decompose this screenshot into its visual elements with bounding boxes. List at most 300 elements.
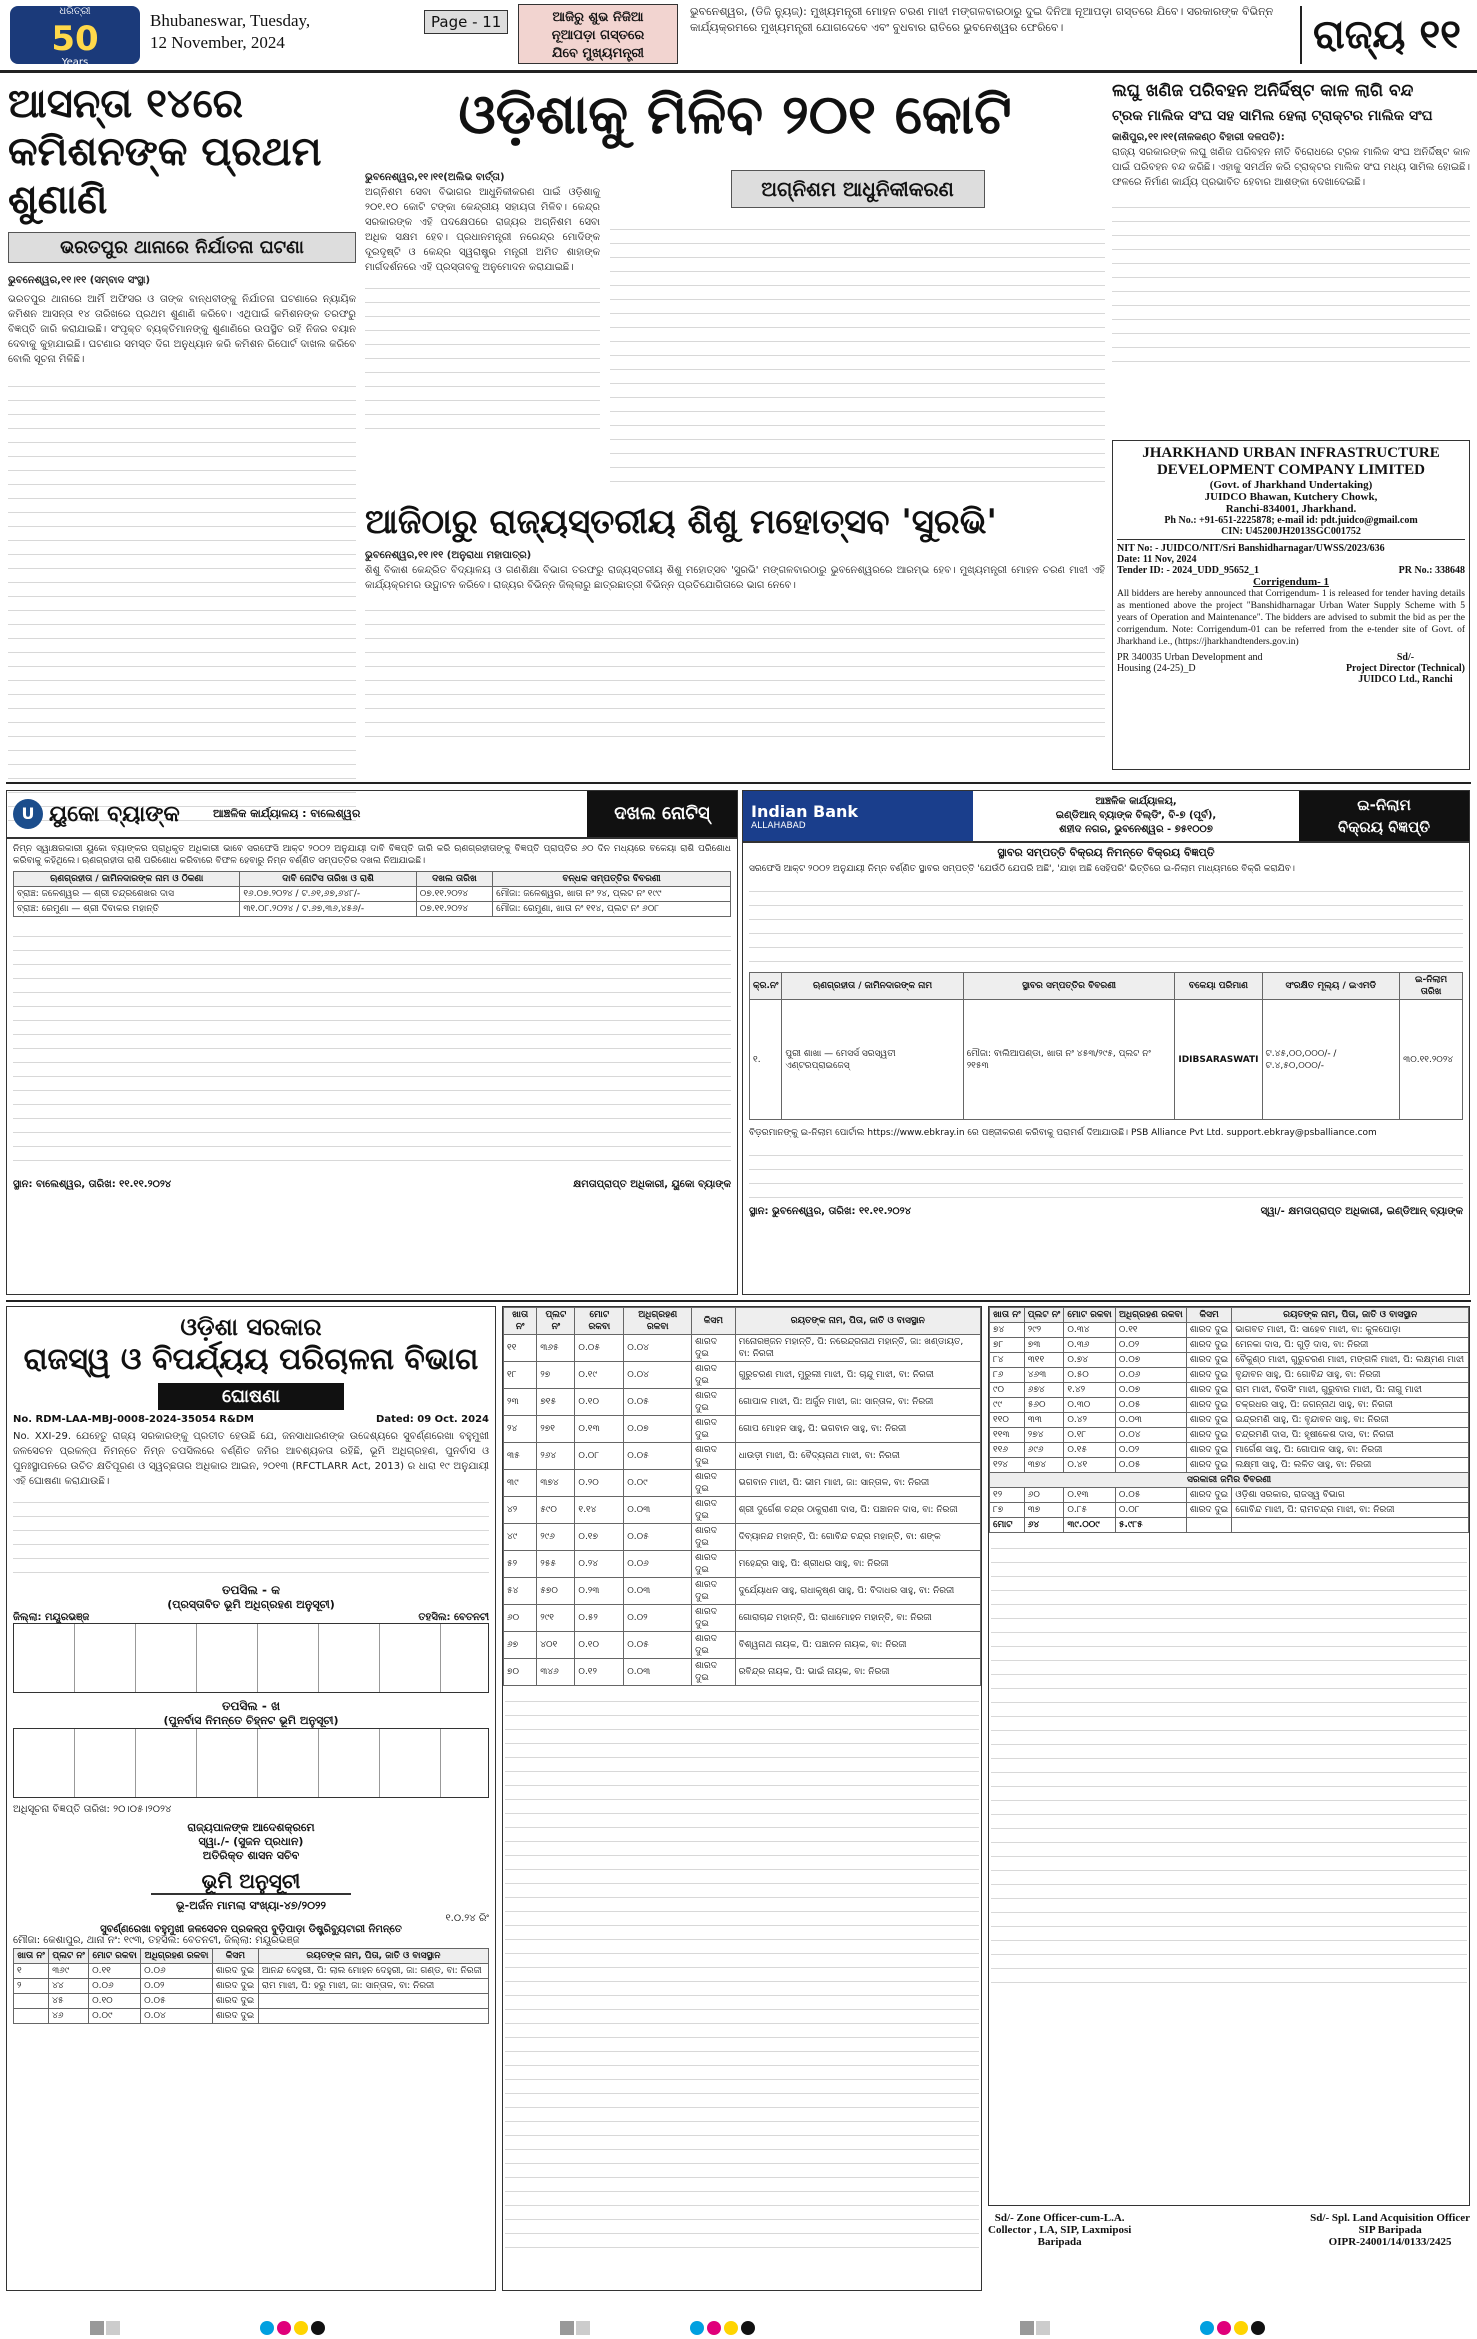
total-area: ୩୯.୦୦୯	[1064, 1518, 1116, 1533]
cell: ୦.୦୩	[624, 1578, 692, 1605]
column-header: ଋଣଗ୍ରହୀତା / ଜାମିନଦାରଙ୍କ ନାମ ଓ ଠିକଣା	[14, 872, 240, 887]
schedule-a-subtitle: (ପ୍ରସ୍ତାବିତ ଭୂମି ଅଧିଗ୍ରହଣ ଅନୁସୂଚୀ)	[167, 1598, 335, 1611]
cell: ୦୭.୧୧.୨୦୨୪	[416, 887, 492, 902]
headline: କମିଶନଙ୍କ ପ୍ରଥମ ଶୁଣାଣି	[8, 129, 322, 223]
cell: ଶାରଦ ଦୁଇ	[1186, 1503, 1231, 1518]
bank-sub: ALLAHABAD	[751, 820, 806, 831]
ad-jharkhand	[1112, 440, 1470, 770]
cell: ୦୭.୧୧.୨୦୨୪	[416, 902, 492, 917]
cell: ୬୭୪	[1024, 1383, 1064, 1398]
story-body: ଭରତପୁର ଥାନାରେ ଆର୍ମି ଅଫିସର ଓ ତାଙ୍କ ବାନ୍ଧବୀଙ୍କୁ ନିର୍ଯାତନା ଘଟଣାରେ ନ୍ୟାୟିକ କମିଶନ ଆସନ୍ତା ୧୪ ତାରିଖରେ ପ୍ରଥମ ଶୁଣାଣି କରିବେ। ଏଥିପାଇଁ କମିଶନଙ୍କ ତରଫରୁ ବିଜ୍ଞପ୍ତି ଜାରି କରାଯାଇଛି। ସଂପୃକ୍ତ ବ୍ୟକ୍ତିମାନଙ୍କୁ ଶୁଣାଣିରେ ଉପସ୍ଥିତ ରହି ନିଜର ବୟାନ ଦେବାକୁ କୁହାଯାଇଛି। ଘଟଣାର ସମସ୍ତ ଦିଗ ଅନୁଧ୍ୟାନ କରି କମିଶନ ରିପୋର୍ଟ ଦାଖଲ କରିବେ ବୋଲି ସୂଚନା ମିଳିଛି।	[8, 294, 356, 365]
cell: ୦.୦୭	[624, 1416, 692, 1443]
cell: ଶାରଦ ଦୁଇ	[692, 1362, 735, 1389]
table-row	[990, 1398, 1469, 1413]
cell: ୦.୦୯	[89, 2009, 141, 2024]
table-row	[990, 1458, 1469, 1473]
gov-name: ଓଡ଼ିଶା ସରକାର	[180, 1313, 322, 1341]
inset-heading: ଅଗ୍ନିଶମ ଆଧୁନିକୀକରଣ	[731, 170, 985, 208]
land-table	[989, 1307, 1469, 1533]
cell: ୮୪	[990, 1353, 1025, 1368]
subhead: ଟ୍ରକ ମାଲିକ ସଂଘ ସହ ସାମିଲ ହେଲା ଟ୍ରାକ୍ଟର ମାଲିକ ସଂଘ	[1112, 108, 1433, 124]
org-name: DEVELOPMENT COMPANY LIMITED	[1156, 462, 1426, 478]
auction-table	[749, 972, 1463, 1120]
cell: ୩୩	[1024, 1413, 1064, 1428]
registration-bar-icon	[1020, 2320, 1052, 2339]
table-row	[14, 2009, 489, 2024]
cell: ଶାରଦ ଦୁଇ	[692, 1335, 735, 1362]
notice-fine-print	[749, 878, 1463, 968]
table-row	[14, 1994, 489, 2009]
dateline: ଭୁବନେଶ୍ୱର,୧୧।୧୧ (ଅନୁରାଧା ମହାପାତ୍ର)	[365, 550, 532, 561]
cell: ୪୦୧	[537, 1632, 575, 1659]
cell: ଶାରଦ ଦୁଇ	[1186, 1443, 1231, 1458]
cell: ୯୯	[990, 1398, 1025, 1413]
table-row	[504, 1605, 981, 1632]
cell: ଗୋପ ମୋହନ ସାହୁ, ପି: ଭଗବାନ ସାହୁ, ବା: ନିରଜୀ	[735, 1416, 980, 1443]
cell: ଶାରଦ ଦୁଇ	[692, 1389, 735, 1416]
cell: ୦.୦୯	[624, 1470, 692, 1497]
cell: ୫୯୦	[537, 1497, 575, 1524]
headline: ଆସନ୍ତା ୧୪ରେ	[8, 81, 243, 127]
column-header: ବନ୍ଧକ ସମ୍ପତ୍ତିର ବିବରଣୀ	[493, 872, 731, 887]
story-odisha-crore	[365, 80, 1105, 780]
signature-line: Collector , LA, SIP, Laxmiposi	[988, 2224, 1132, 2236]
notice-title: ଦଖଲ ନୋଟିସ୍	[587, 791, 737, 837]
cell: ୩୦.୧୧.୨୦୨୪	[1400, 1000, 1463, 1120]
land-table-left	[13, 1948, 489, 2024]
cell: ୦.୨୩	[575, 1578, 624, 1605]
cell: ରାମ ମାଝୀ, ବିରସିଂ ମାଝୀ, ଗୁରୁବାର ମାଝୀ, ପି: ନାଗୁ ମାଝୀ	[1232, 1383, 1469, 1398]
schedule-b-table	[13, 1728, 489, 1798]
column-header: ଅଧିଗ୍ରହଣ ରକବା	[141, 1949, 213, 1964]
place-date: ସ୍ଥାନ: ଭୁବନେଶ୍ୱର, ତାରିଖ: ୧୧.୧୧.୨୦୨୪	[749, 1206, 911, 1217]
cell: ୩୪୬	[537, 1659, 575, 1686]
cell: ଶାରଦ ଦୁଇ	[212, 1979, 258, 1994]
cell: ଶାରଦ ଦୁଇ	[212, 1994, 258, 2009]
signature-block	[988, 2212, 1470, 2290]
cell: ଗୋବିନ୍ଦ ମାଝୀ, ପି: ରାମଚନ୍ଦ୍ର ମାଝୀ, ବା: ନିରଜୀ	[1232, 1503, 1469, 1518]
table-header-row	[14, 1949, 489, 1964]
notice-line: ବିକ୍ରୟ ବିଜ୍ଞପ୍ତି	[1337, 818, 1431, 836]
column-header: ବକେୟା ପରିମାଣ	[1175, 973, 1262, 1000]
cell: ୦.୦୭	[1115, 1353, 1186, 1368]
logo-years-label: Years	[61, 57, 89, 68]
dept-name: ରାଜସ୍ୱ ଓ ବିପର୍ଯ୍ୟୟ ପରିଚାଳନା ବିଭାଗ	[23, 1342, 479, 1377]
table-row	[504, 1416, 981, 1443]
cell: ୧୧୩	[990, 1428, 1025, 1443]
land-schedule-title: ଭୂମି ଅନୁସୂଚୀ	[151, 1869, 351, 1895]
column-header: ସ୍ଥାବର ସମ୍ପତ୍ତିର ବିବରଣୀ	[963, 973, 1175, 1000]
cell: ଶାରଦ ଦୁଇ	[692, 1497, 735, 1524]
cell: ୦.୦୫	[1115, 1458, 1186, 1473]
body-columns	[1112, 194, 1470, 364]
publish-date: ଅଧିସୂଚନା ବିଜ୍ଞପ୍ତି ତାରିଖ: ୨୦।୦୫।୨୦୨୪	[13, 1804, 172, 1815]
logo-years: 50	[51, 19, 99, 59]
signature: କ୍ଷମତାପ୍ରାପ୍ତ ଅଧିକାରୀ, ୟୁକୋ ବ୍ୟାଙ୍କ	[573, 1179, 731, 1190]
cell: ୨୯୨	[1024, 1323, 1064, 1338]
table-row	[504, 1335, 981, 1362]
cell: ୦.୦୬	[624, 1551, 692, 1578]
cell: ୦.୦୨	[1115, 1338, 1186, 1353]
cell: ଟ.୪୫,୦୦,୦୦୦/- / ଟ.୪,୫୦,୦୦୦/-	[1262, 1000, 1400, 1120]
uco-logo-icon: U	[13, 799, 43, 829]
cell: ୩୭୪	[537, 1470, 575, 1497]
table-row	[990, 1428, 1469, 1443]
address-line: ଇଣ୍ଡିଆନ୍ ବ୍ୟାଙ୍କ ବିଲ୍ଡିଂ, ବି-୭ (ପୂର୍ବ),	[1055, 810, 1217, 821]
reference-number: No. RDM-LAA-MBJ-0008-2024-35054 R&DM	[13, 1414, 254, 1425]
table-row	[14, 1979, 489, 1994]
signature-org: JUIDCO Ltd., Ranchi	[1358, 674, 1453, 685]
total-label: ମୋଟ	[990, 1518, 1025, 1533]
possession-table	[13, 871, 731, 917]
cell: ୦.୮୫	[1064, 1503, 1116, 1518]
dateline: ଭୁବନେଶ୍ୱର,୧୧।୧୧ (ସମ୍ବାଦ ସଂସ୍ଥା)	[8, 275, 151, 286]
cell: ୭୪	[990, 1323, 1025, 1338]
cell: ୬୦	[504, 1605, 537, 1632]
table-row	[990, 1323, 1469, 1338]
cell: ବ୍ରାଞ୍ଚ: ଜଳେଶ୍ୱର — ଶ୍ରୀ ଚନ୍ଦ୍ରଶେଖର ଦାସ	[14, 887, 240, 902]
cell: ପୁରୀ ଶାଖା — ମେସର୍ସ ସରସ୍ୱତୀ ଏଣ୍ଟରପ୍ରାଇଜେସ୍	[782, 1000, 963, 1120]
registration-bar-icon	[560, 2320, 592, 2339]
cell: ଶାରଦ ଦୁଇ	[1186, 1413, 1231, 1428]
cell: ମହେନ୍ଦ୍ର ସାହୁ, ପି: ଶ୍ରୀଧର ସାହୁ, ବା: ନିରଜୀ	[735, 1551, 980, 1578]
cell: ୦.୦୨	[624, 1605, 692, 1632]
cell: ୦.୦୨	[141, 1979, 213, 1994]
top-ticker: ଭୁବନେଶ୍ୱର, (ଡିଜି ନ୍ୟୁଜ୍): ମୁଖ୍ୟମନ୍ତ୍ରୀ ମୋହନ ଚରଣ ମାଝୀ ମଙ୍ଗଳବାରଠାରୁ ଦୁଇ ଦିନିଆ ନୂଆପଡ଼ା ଗସ୍ତରେ ଯିବେ। ସରକାରଙ୍କ ବିଭିନ୍ନ କାର୍ଯ୍ୟକ୍ରମରେ ମୁଖ୍ୟମନ୍ତ୍ରୀ ଯୋଗଦେବେ ଏବଂ ବୁଧବାର ରାତିରେ ଭୁବନେଶ୍ୱର ଫେରିବେ।	[690, 5, 1274, 34]
column-header: ଦଖଲ ତାରିଖ	[416, 872, 492, 887]
cell: ୦.୦୫	[624, 1524, 692, 1551]
body-columns	[365, 275, 600, 435]
cell: ୪୬	[49, 2009, 89, 2024]
notice-body: ନିମ୍ନ ସ୍ୱାକ୍ଷରକାରୀ ୟୁକୋ ବ୍ୟାଙ୍କର ପ୍ରାଧିକୃତ ଅଧିକାରୀ ଭାବେ ସରଫେସି ଆକ୍ଟ ୨୦୦୨ ଅନୁଯାୟୀ ଦାବି ବିଜ୍ଞପ୍ତି ଜାରି କରି ଋଣଗ୍ରହୀତାଙ୍କୁ ବିଜ୍ଞପ୍ତି ପ୍ରାପ୍ତିର ୬୦ ଦିନ ମଧ୍ୟରେ ବକେୟା ରାଶି ପରିଶୋଧ କରିବାକୁ କହିଥିଲେ। ଋଣଗ୍ରହୀତା ରାଶି ପରିଶୋଧ କରିବାରେ ବିଫଳ ହେବାରୁ ନିମ୍ନ ବର୍ଣ୍ଣିତ ସମ୍ପତ୍ତିର ଦଖଲ ନିଆଯାଇଛି।	[13, 844, 731, 866]
table-row	[14, 902, 731, 917]
cell: ୦.୧୮	[1064, 1428, 1116, 1443]
ad-indian-bank	[742, 790, 1470, 1295]
org-line: JUIDCO Bhawan, Kutchery Chowk,	[1204, 491, 1378, 503]
cell: ୦.୫୨	[575, 1605, 624, 1632]
table-header-row	[504, 1308, 981, 1335]
total-row	[990, 1518, 1469, 1533]
cell: ୪୬୩	[1024, 1368, 1064, 1383]
cell: ୦.୦୬	[141, 1964, 213, 1979]
dateline: ଭୁବନେଶ୍ୱର,୧୧।୧୧(ଅଲିଭ ବାର୍ତ୍ତା)	[365, 172, 505, 183]
gov-notice	[6, 1306, 496, 2291]
cell: ୨୫୫	[537, 1551, 575, 1578]
table-row	[990, 1413, 1469, 1428]
cell: ମୌଜା: ଜଳେଶ୍ୱର, ଖାତା ନଂ ୨୪, ପ୍ଲଟ ନଂ ୧୯୯	[493, 887, 731, 902]
pr-number: PR No.: 338648	[1398, 565, 1465, 576]
cell: ୦.୧୦	[89, 1994, 141, 2009]
column-header: ଖାତା ନଂ	[990, 1308, 1025, 1323]
table-row	[504, 1524, 981, 1551]
cell: ୫୨	[504, 1551, 537, 1578]
cell: ୧.୪୨	[1064, 1383, 1116, 1398]
story-body: ଶିଶୁ ବିକାଶ କେନ୍ଦ୍ରିତ ବିଦ୍ୟାଳୟ ଓ ଗଣଶିକ୍ଷା ବିଭାଗ ତରଫରୁ ରାଜ୍ୟସ୍ତରୀୟ ଶିଶୁ ମହୋତ୍ସବ 'ସୁରଭି' ମଙ୍ଗଳବାରଠାରୁ ଭୁବନେଶ୍ୱରରେ ଆରମ୍ଭ ହେବ। ମୁଖ୍ୟମନ୍ତ୍ରୀ ମୋହନ ଚରଣ ମାଝୀ ଏହି କାର୍ଯ୍ୟକ୍ରମର ଉଦ୍ଘାଟନ କରିବେ। ରାଜ୍ୟର ବିଭିନ୍ନ ଜିଲ୍ଲାରୁ ଛାତ୍ରଛାତ୍ରୀ ବିଭିନ୍ନ ପ୍ରତିଯୋଗିତାରେ ଭାଗ ନେବେ।	[365, 565, 1105, 591]
total-plots: ୬୪	[1024, 1518, 1064, 1533]
cell: ୫୪	[504, 1578, 537, 1605]
cell: ଭାଗବତ ମାଝୀ, ପି: ସାହେବ ମାଝୀ, ବା: କୁଳପୋଡ଼ା	[1232, 1323, 1469, 1338]
cell: ଧାଉଡ଼ୀ ମାଝୀ, ପି: ବୈଦ୍ୟନାଥ ମାଝୀ, ବା: ନିରଜୀ	[735, 1443, 980, 1470]
column-header: କିସମ	[212, 1949, 258, 1964]
cell: ୦.୧୨	[575, 1659, 624, 1686]
cell: ୦.୩୪	[1064, 1323, 1116, 1338]
cell: ୦.୧୫	[1064, 1443, 1116, 1458]
cell: ୨୬୪	[537, 1443, 575, 1470]
cell: ୪୫	[49, 1994, 89, 2009]
cell: ୦.୦୫	[141, 1994, 213, 2009]
column-header: ମୋଟ ରକବା	[89, 1949, 141, 1964]
cell: ରାମ ମାଝୀ, ପି: ହରୁ ମାଝୀ, ଜା: ସାନ୍ତାଳ, ବା: ନିରଜୀ	[258, 1979, 488, 1994]
story-body: ରାଜ୍ୟ ସରକାରଙ୍କ ଲଘୁ ଖଣିଜ ପରିବହନ ନୀତି ବିରୋଧରେ ଟ୍ରକ ମାଲିକ ସଂଘ ଅନିର୍ଦ୍ଦିଷ୍ଟ କାଳ ପାଇଁ ପରିବହନ ବନ୍ଦ କରିଛି। ଏହାକୁ ସମର୍ଥନ କରି ଟ୍ରାକ୍ଟର ମାଲିକ ସଂଘ ମଧ୍ୟ ସାମିଲ ହୋଇଛି। ଫଳରେ ନିର୍ମାଣ କାର୍ଯ୍ୟ ପ୍ରଭାବିତ ହେବାର ଆଶଙ୍କା ଦେଖାଦେଇଛି।	[1112, 147, 1470, 188]
corrigendum-body: All bidders are hereby announced that Corrigendum- 1 is released for tender having details as mentioned above the project "Banshidharnagar Urban Water Supply Scheme with 5 years of Operation and Maintenance". The bidders are advised to submit the bid as per the corrigendum. Note: Corrigendum-01 can be referred from the e-tender site of Govt. of Jharkhand i.e., (https://jharkhandtenders.gov.in)	[1117, 589, 1465, 647]
bank-name: Indian Bank	[751, 801, 859, 821]
cell: ୦.୧୦	[575, 1632, 624, 1659]
story-body: ଅଗ୍ନିଶମ ସେବା ବିଭାଗର ଆଧୁନିକୀକରଣ ପାଇଁ ଓଡ଼ିଶାକୁ ୨୦୧.୧୦ କୋଟି ଟଙ୍କା କେନ୍ଦ୍ରୀୟ ସହାୟତା ମିଳିବ। କେନ୍ଦ୍ର ସରକାରଙ୍କ ଏହି ପଦକ୍ଷେପରେ ରାଜ୍ୟର ଅଗ୍ନିଶମ ସେବା ଅଧିକ ସକ୍ଷମ ହେବ। ପ୍ରଧାନମନ୍ତ୍ରୀ ନରେନ୍ଦ୍ର ମୋଦିଙ୍କ ଦୂରଦୃଷ୍ଟି ଓ କେନ୍ଦ୍ର ସ୍ୱରାଷ୍ଟ୍ର ମନ୍ତ୍ରୀ ଅମିତ ଶାହାଙ୍କ ମାର୍ଗଦର୍ଶନରେ ଏହି ପ୍ରସ୍ତାବକୁ ଅନୁମୋଦନ କରାଯାଇଛି।	[365, 187, 600, 273]
notice-fine-print	[13, 923, 731, 1173]
cell	[14, 1994, 49, 2009]
notice-body: No. XXI-29. ଯେହେତୁ ରାଜ୍ୟ ସରକାରଙ୍କୁ ପ୍ରତୀତ ହେଉଛି ଯେ, ଜନସାଧାରଣଙ୍କ ଉଦ୍ଦେଶ୍ୟରେ ସୁବର୍ଣ୍ଣରେଖା ବହୁମୁଖୀ ଜଳସେଚନ ପ୍ରକଳ୍ପ ନିମନ୍ତେ ନିମ୍ନ ତପସିଲରେ ବର୍ଣ୍ଣିତ ଜମିର ଆବଶ୍ୟକତା ରହିଛି, ଭୂମି ଅଧିଗ୍ରହଣ, ପୁନର୍ବାସ ଓ ପୁନଃସ୍ଥାପନରେ ଉଚିତ କ୍ଷତିପୂରଣ ଓ ସ୍ୱଚ୍ଛତାର ଅଧିକାର ଆଇନ, ୨୦୧୩ (RFCTLARR Act, 2013) ର ଧାରା ୧୯ ଅନୁଯାୟୀ ଏହି ଘୋଷଣା କରାଯାଉଛି।	[13, 1431, 489, 1487]
cell: ୧୧୦	[990, 1413, 1025, 1428]
cell: ଶାରଦ ଦୁଇ	[212, 1964, 258, 1979]
cell: ୦.୦୨	[1115, 1443, 1186, 1458]
place-date: ସ୍ଥାନ: ବାଲେଶ୍ୱର, ତାରିଖ: ୧୧.୧୧.୨୦୨୪	[13, 1179, 172, 1190]
cell: ୩୬୫	[537, 1335, 575, 1362]
cell: ଶାରଦ ଦୁଇ	[1186, 1398, 1231, 1413]
table-row	[750, 1000, 1463, 1120]
table-row	[504, 1362, 981, 1389]
cell: ଶାରଦ ଦୁଇ	[1186, 1338, 1231, 1353]
table-row	[504, 1551, 981, 1578]
story-commission	[8, 80, 356, 780]
cell: ୦.୧୩	[1064, 1488, 1116, 1503]
table-row	[990, 1353, 1469, 1368]
signature-line: Baripada	[1037, 2236, 1082, 2248]
org-line: (Govt. of Jharkhand Undertaking)	[1209, 479, 1373, 491]
office-address: ଆଞ୍ଚଳିକ କାର୍ଯ୍ୟାଳୟ : ବାଲେଶ୍ୱର	[213, 807, 361, 820]
case-date: ୧.୦.୨୪ ରିଂ	[445, 1913, 489, 1924]
cell: ଶାରଦ ଦୁଇ	[692, 1578, 735, 1605]
column-header: ରୟତଙ୍କ ନାମ, ପିତା, ଜାତି ଓ ବାସସ୍ଥାନ	[258, 1949, 488, 1964]
indian-bank-logo	[743, 791, 973, 841]
cell: ୨୭୧	[537, 1416, 575, 1443]
cell: ୧୨	[990, 1488, 1025, 1503]
cell: ଦିବ୍ୟାନନ୍ଦ ମହାନ୍ତି, ପି: ଗୋବିନ୍ଦ ଚନ୍ଦ୍ର ମହାନ୍ତି, ବା: ଶଙ୍କ	[735, 1524, 980, 1551]
story-surabhi	[365, 500, 1105, 737]
cell: ୬୦	[1024, 1488, 1064, 1503]
cell: ୮୬	[990, 1368, 1025, 1383]
land-table-mid	[502, 1306, 982, 2291]
cell: ୧	[14, 1964, 49, 1979]
logo-word: ଧରିତ୍ରୀ	[59, 6, 91, 17]
table-row	[504, 1659, 981, 1686]
cell: ବୈକୁଣ୍ଠ ମାଝୀ, ଗୁରୁଚରଣ ମାଝୀ, ମଙ୍ଗଳି ମାଝୀ, ପି: ଲକ୍ଷ୍ମଣ ମାଝୀ	[1232, 1353, 1469, 1368]
cell	[258, 1994, 488, 2009]
cell: ୦.୧୦	[575, 1389, 624, 1416]
cell: ୪୨	[504, 1497, 537, 1524]
schedule-a-title: ତପସିଲ - କ	[221, 1583, 280, 1597]
cell: ମୌଜା: ରେମୁଣା, ଖାତା ନଂ ୧୧୪, ପ୍ଲଟ ନଂ ୬୦୮	[493, 902, 731, 917]
cell: ୨୪	[504, 1416, 537, 1443]
announcement-label: ଘୋଷଣା	[158, 1383, 344, 1410]
column-header: ପ୍ଲଟ ନଂ	[49, 1949, 89, 1964]
cell: ୭୩	[1024, 1338, 1064, 1353]
cell: ୨୯୧	[537, 1605, 575, 1632]
cell: ୦.୧୩	[575, 1416, 624, 1443]
cell: ୦.୧୧	[1115, 1323, 1186, 1338]
cell: ଶାରଦ ଦୁଇ	[692, 1470, 735, 1497]
column-header: ଇ-ନିଲାମ ତାରିଖ	[1400, 973, 1463, 1000]
column-header: ଅଧିଗ୍ରହଣ ରକବା	[1115, 1308, 1186, 1323]
cell: ୭୧୫	[537, 1389, 575, 1416]
promo-line: ନୂଆପଡ଼ା ଗସ୍ତରେ	[551, 28, 645, 43]
cell: ୨୭	[537, 1362, 575, 1389]
promo-line: ଯିବେ ମୁଖ୍ୟମନ୍ତ୍ରୀ	[552, 46, 644, 61]
column-header: ରୟତଙ୍କ ନାମ, ପିତା, ଜାତି ଓ ବାସସ୍ଥାନ	[735, 1308, 980, 1335]
cell: ୦.୦୮	[1115, 1503, 1186, 1518]
divider	[6, 1300, 1471, 1302]
cell: ୨୭୪	[1024, 1428, 1064, 1443]
cell: ଗୋରାଚାନ୍ଦ ମହାନ୍ତି, ପି: ରାଧାମୋହନ ମହାନ୍ତି, ବା: ନିରଜୀ	[735, 1605, 980, 1632]
cell: ଶାରଦ ଦୁଇ	[692, 1551, 735, 1578]
cell: ଶାରଦ ଦୁଇ	[1186, 1323, 1231, 1338]
cell: ୪୯	[504, 1524, 537, 1551]
tahasil: ତହସିଲ: ବେତନଟୀ	[418, 1612, 489, 1623]
cell: ୦.୦୪	[141, 2009, 213, 2024]
table-row	[990, 1443, 1469, 1458]
notice-subtitle: ସ୍ଥାବର ସମ୍ପତ୍ତି ବିକ୍ରୟ ନିମନ୍ତେ ବିକ୍ରୟ ବିଜ୍ଞପ୍ତି	[997, 846, 1215, 859]
cell: ଭଗବାନ ମାଝୀ, ପି: ଭୀମ ମାଝୀ, ଜା: ସାନ୍ତାଳ, ବା: ନିରଜୀ	[735, 1470, 980, 1497]
headline: ଓଡ଼ିଶାକୁ ମିଳିବ ୨୦୧ କୋଟି	[458, 83, 1012, 146]
table-row	[990, 1383, 1469, 1398]
cell: ୨୯୬	[537, 1524, 575, 1551]
org-line: Ph No.: +91-651-2225878; e-mail id: pdt.juidco@gmail.com	[1164, 515, 1418, 526]
cell: ୦.୨୦	[575, 1470, 624, 1497]
cell: ୭୮	[990, 1338, 1025, 1353]
cell: ୦.୦୫	[624, 1443, 692, 1470]
reference-date: Dated: 09 Oct. 2024	[376, 1414, 489, 1425]
cell: IDIBSARASWATI	[1175, 1000, 1262, 1120]
notice-title	[1299, 791, 1469, 841]
cell: ୦.୦୩	[624, 1497, 692, 1524]
schedule-b-subtitle: (ପୁନର୍ବାସ ନିମନ୍ତେ ଚିହ୍ନଟ ଭୂମି ଅନୁସୂଚୀ)	[163, 1714, 339, 1727]
story-transport	[1112, 80, 1470, 430]
cell: ୦.୩୬	[1064, 1338, 1116, 1353]
cell: ୧.୧୪	[575, 1497, 624, 1524]
case-number: ଭୂ-ଅର୍ଜନ ମାମଲା ସଂଖ୍ୟା-୪୭/୨୦୨୨	[175, 1899, 327, 1912]
cell: ୦.୦୫	[1115, 1488, 1186, 1503]
cell: ୨୩	[504, 1389, 537, 1416]
cell: ୬୯୬	[1024, 1443, 1064, 1458]
cell: ୩୭	[1024, 1503, 1064, 1518]
column-header: ଖାତା ନଂ	[14, 1949, 49, 1964]
table-header-row	[750, 973, 1463, 1000]
cell: ୩୯	[504, 1470, 537, 1497]
cell: ୦.୦୫	[575, 1335, 624, 1362]
cell: ୩୧.୦୮.୨୦୨୪ / ଟ.୬୭,୩୬,୪୫୬/-	[240, 902, 416, 917]
cell: ଚନ୍ଦ୍ରମଣି ଦାସ, ପି: ହୃଷୀକେଶ ଦାସ, ବା: ନିରଜୀ	[1232, 1428, 1469, 1443]
cell: ଶାରଦ ଦୁଇ	[1186, 1383, 1231, 1398]
table-row	[504, 1389, 981, 1416]
cell: ଶାରଦ ଦୁଇ	[692, 1416, 735, 1443]
table-row	[990, 1338, 1469, 1353]
cell: ୦.୧୯	[575, 1362, 624, 1389]
cell: ଶାରଦ ଦୁଇ	[692, 1443, 735, 1470]
cell: ୧୧	[504, 1335, 537, 1362]
newspaper-logo	[10, 6, 140, 68]
cell: ୦.୦୪	[624, 1335, 692, 1362]
cell: ଗୁରୁଚରଣ ମାଝୀ, ମୁରୁଲୀ ମାଝୀ, ପି: ଚାନ୍ଦୁ ମାଝୀ, ବା: ନିରଜୀ	[735, 1362, 980, 1389]
land-table	[503, 1307, 981, 1686]
dateline-date: 12 November, 2024	[150, 33, 285, 52]
cell: ୦.୪୧	[1064, 1458, 1116, 1473]
cell: ୧୧୬	[990, 1443, 1025, 1458]
signature-line: Sd/- Spl. Land Acquisition Officer	[1310, 2212, 1470, 2224]
ad-uco-bank	[6, 790, 738, 1295]
cell: ୦.୦୬	[89, 1979, 141, 1994]
governor-order: ରାଜ୍ୟପାଳଙ୍କ ଆଦେଶକ୍ରମେ	[187, 1821, 315, 1834]
cell: ୧୮	[504, 1362, 537, 1389]
cell: ୧.	[750, 1000, 782, 1120]
column-header: କ୍ର.ନଂ	[750, 973, 782, 1000]
cell: ଶାରଦ ଦୁଇ	[212, 2009, 258, 2024]
column-header: କିସମ	[692, 1308, 735, 1335]
print-registration-marks	[0, 2318, 1477, 2339]
column-header: ରୟତଙ୍କ ନାମ, ପିତା, ଜାତି ଓ ବାସସ୍ଥାନ	[1232, 1308, 1469, 1323]
land-table-right	[988, 1306, 1470, 2206]
cell: ମୌଜା: ବାଲିଆପଣ୍ଡା, ଖାତା ନଂ ୪୫୩/୨୯୫, ପ୍ଲଟ ନଂ ୨୧୫୩	[963, 1000, 1175, 1120]
cmyk-dots-icon	[1200, 2320, 1268, 2339]
nit-number: NIT No: - JUIDCO/NIT/Sri Banshidharnagar/UWSS/2023/636	[1117, 543, 1385, 554]
signature-line: SIP Baripada	[1358, 2224, 1422, 2236]
cell: ୨	[14, 1979, 49, 1994]
page-number: Page - 11	[424, 10, 508, 34]
cell: ୬୭	[504, 1632, 537, 1659]
column-header: ମୋଟ ରକବା	[1064, 1308, 1116, 1323]
cell: ଶାରଦ ଦୁଇ	[692, 1605, 735, 1632]
cell	[258, 2009, 488, 2024]
cell: ୦.୦୩	[624, 1659, 692, 1686]
cell: ଗୋପାଳ ମାଝୀ, ପି: ଅର୍ଜୁନ ମାଝୀ, ଜା: ସାନ୍ତାଳ, ବା: ନିରଜୀ	[735, 1389, 980, 1416]
notice-fine-print	[749, 1142, 1463, 1202]
table-continuation	[991, 1535, 1467, 1995]
address-line: ଆଞ୍ଚଳିକ କାର୍ଯ୍ୟାଳୟ,	[1095, 796, 1177, 807]
cell: ଶାରଦ ଦୁଇ	[1186, 1428, 1231, 1443]
cell: ୩୬୯	[49, 1964, 89, 1979]
cell: ୦.୦୭	[1115, 1383, 1186, 1398]
cell: ଇନ୍ଦ୍ରମଣି ସାହୁ, ପି: ବୃନ୍ଦାବନ ସାହୁ, ବା: ନିରଜୀ	[1232, 1413, 1469, 1428]
notice-fine-print	[13, 1489, 489, 1579]
cell: ୦.୩୦	[1064, 1398, 1116, 1413]
table-row	[504, 1578, 981, 1605]
cell: ୧୨୪	[990, 1458, 1025, 1473]
bank-name: ୟୁକୋ ବ୍ୟାଙ୍କ	[49, 801, 180, 827]
org-name: JHARKHAND URBAN INFRASTRUCTURE	[1142, 445, 1440, 461]
cell: ଦୁର୍ଯ୍ୟୋଧନ ସାହୁ, ରାଧାକୃଷ୍ଣ ସାହୁ, ପି: ବିଦାଧର ସାହୁ, ବା: ନିରଜୀ	[735, 1578, 980, 1605]
column-header: ଖାତା ନଂ	[504, 1308, 537, 1335]
signature-title: Project Director (Technical)	[1345, 663, 1465, 674]
cell: ୯୦	[990, 1383, 1025, 1398]
cell: ୦.୭୪	[1064, 1353, 1116, 1368]
signature: Sd/-	[1396, 652, 1415, 663]
address-line: ଶହୀଦ ନଗର, ଭୁବନେଶ୍ୱର - ୭୫୧୦୦୭	[1059, 824, 1213, 835]
cell: ୫୭୦	[537, 1578, 575, 1605]
district: ଜିଲ୍ଲା: ମୟୂରଭଞ୍ଜ	[13, 1612, 90, 1623]
column-header: କିସମ	[1186, 1308, 1231, 1323]
cell: ବୃନ୍ଦାବନ ସାହୁ, ପି: ଗୋବିନ୍ଦ ସାହୁ, ବା: ନିରଜୀ	[1232, 1368, 1469, 1383]
promo-line: ଆଜିରୁ ଶୁଭ ନିଜିଆ	[552, 10, 644, 25]
corrigendum-title: Corrigendum- 1	[1252, 576, 1330, 588]
cell: ୦.୦୫	[1115, 1398, 1186, 1413]
